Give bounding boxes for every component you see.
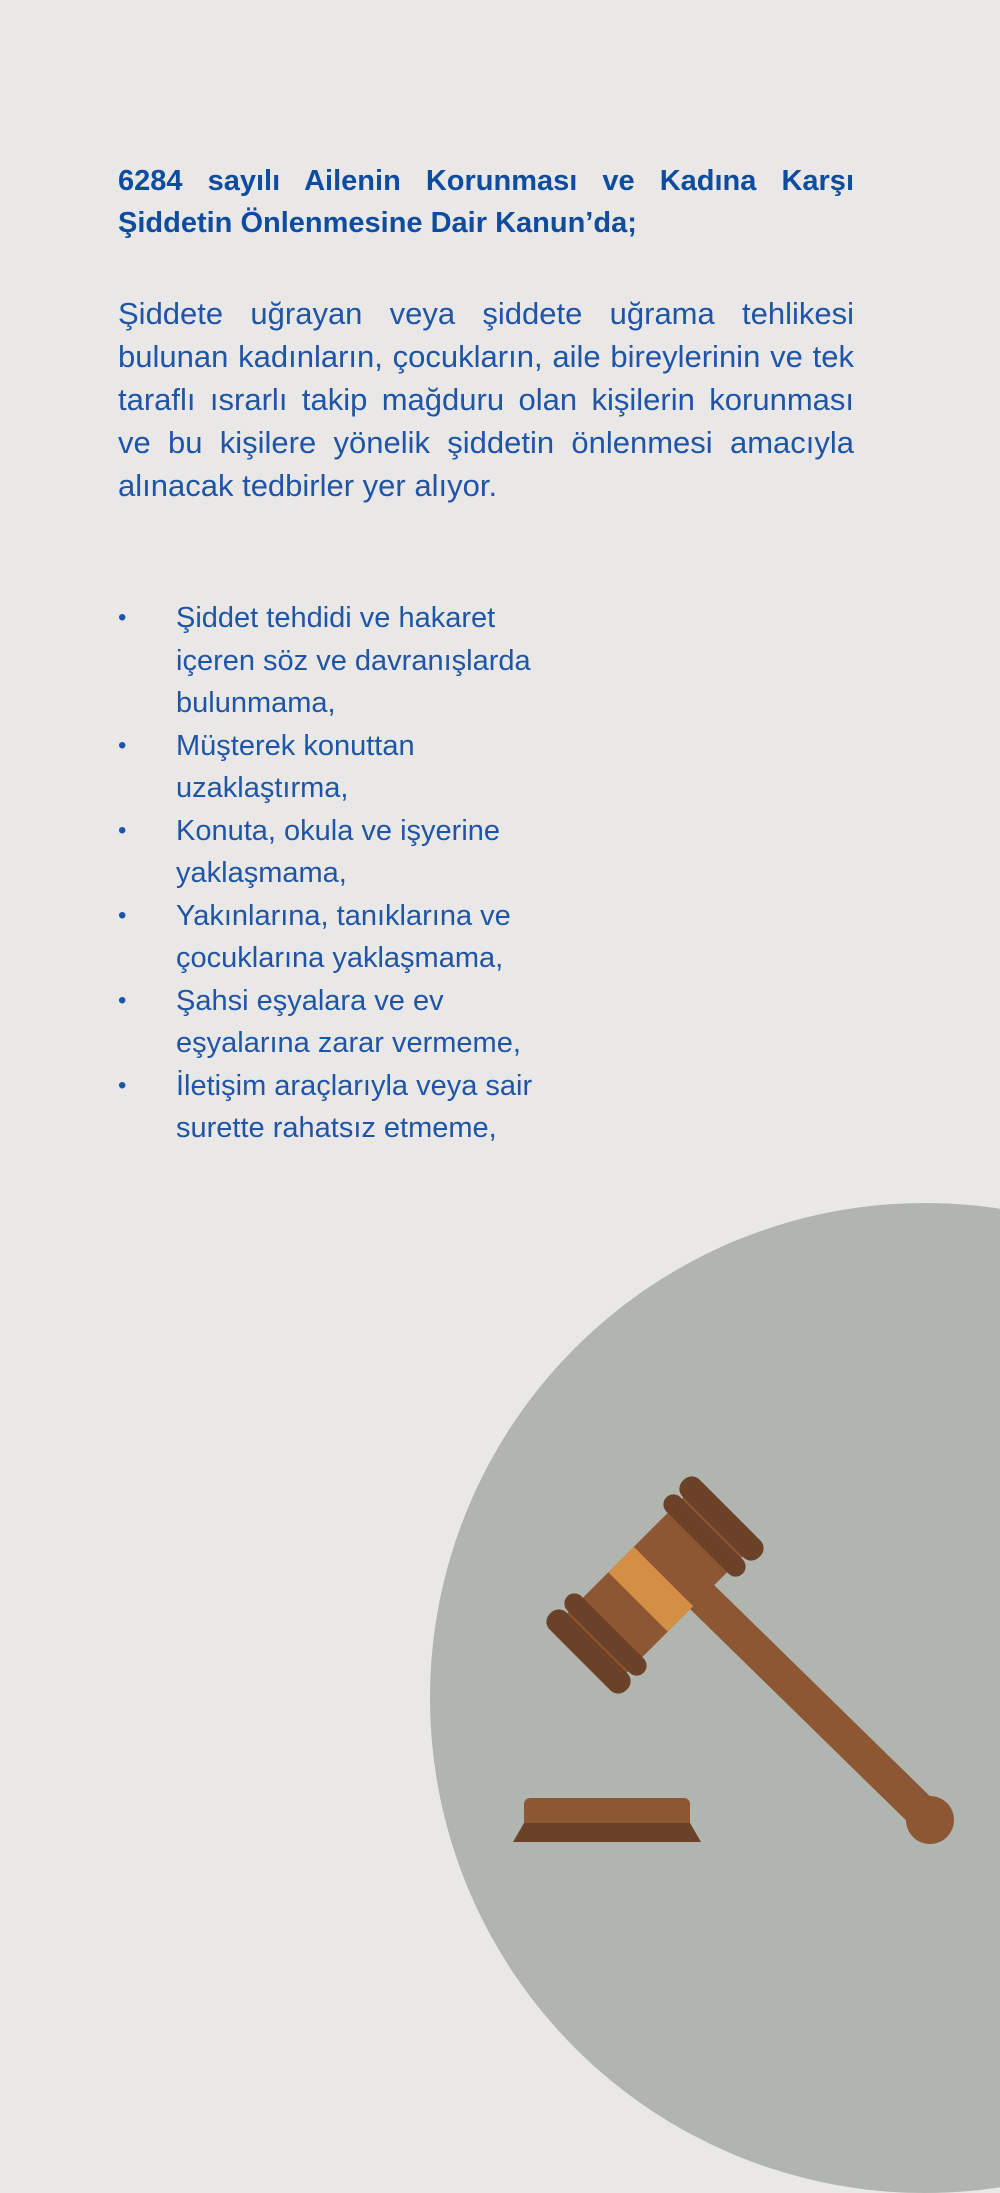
bullet-icon: • (118, 604, 127, 631)
bullet-icon: • (118, 816, 127, 844)
list-item (118, 725, 558, 810)
list-item (118, 980, 558, 1065)
bullet-icon: • (118, 986, 127, 1014)
sound-block (513, 1798, 701, 1842)
lead-paragraph: Şiddete uğrayan veya şiddete uğrama tehlikesi bulunan kadınların, çocukların, aile bireylerinin ve tek taraflı ısrarlı takip mağduru olan kişilerin korunması ve bu kişilere yönelik şiddetin önlenmesi amacıyla alınacak tedbirler yer alıyor. (118, 296, 854, 503)
list-item-line: içeren söz ve davranışlarda (176, 644, 531, 677)
list-item-line: Müşterek konuttan (176, 729, 415, 762)
list-item (118, 810, 558, 895)
document-body (118, 160, 854, 507)
gavel-handle (700, 1595, 954, 1844)
list-item-line: Şiddet tehdidi ve hakaret (176, 602, 496, 634)
list-item-line: Konuta, okula ve işyerine (176, 814, 501, 847)
bullet-icon: • (118, 1071, 127, 1099)
gavel-head (542, 1472, 768, 1698)
list-item (118, 1065, 558, 1150)
list-item-line: Yakınlarına, tanıklarına ve (176, 899, 511, 932)
bullet-icon: • (118, 731, 127, 759)
document-title: 6284 sayılı Ailenin Korunması ve Kadına Karşı Şiddetin Önlenmesine Dair Kanun’da; (118, 165, 854, 239)
bullet-icon: • (118, 901, 127, 929)
list-item-line: surette rahatsız etmeme, (176, 1112, 497, 1144)
list-item-line: İletişim araçlarıyla veya sair (176, 1069, 533, 1102)
list-item-line: uzaklaştırma, (176, 772, 349, 804)
list-item-line: bulunmama, (176, 687, 336, 719)
list-item (118, 597, 558, 725)
list-item (118, 895, 558, 980)
list-item-line: Şahsi eşyalara ve ev (176, 984, 444, 1017)
list-item-line: eşyalarına zarar vermeme, (176, 1027, 521, 1059)
list-item-line: yaklaşmama, (176, 857, 347, 889)
gavel-icon (500, 1400, 960, 1860)
list-item-line: çocuklarına yaklaşmama, (176, 942, 504, 974)
measures-list (118, 597, 558, 1150)
